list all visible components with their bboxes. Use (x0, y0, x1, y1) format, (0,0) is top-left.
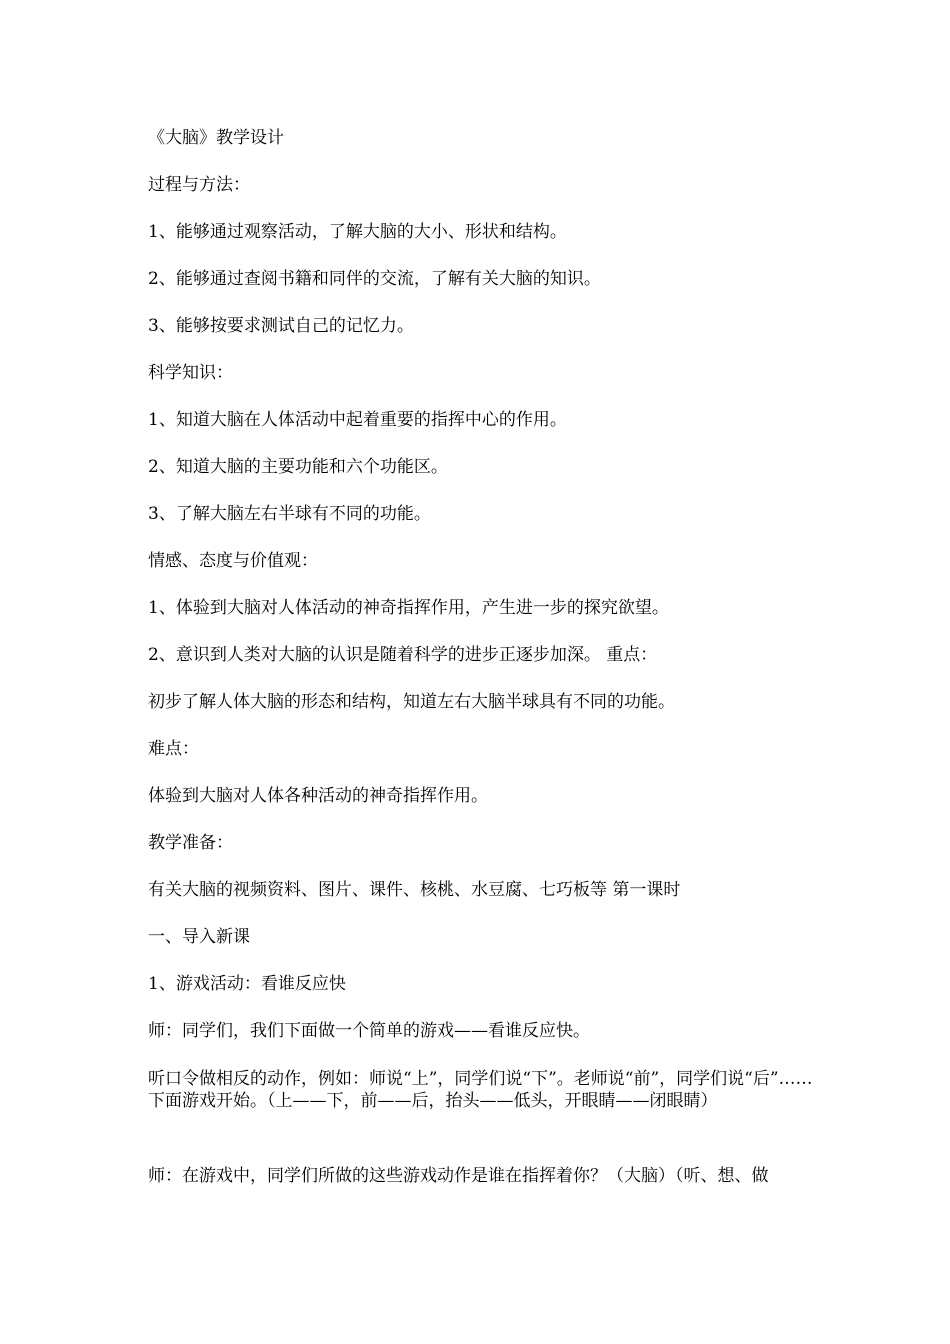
paragraph: 体验到大脑对人体各种活动的神奇指挥作用。 (148, 786, 488, 806)
paragraph: 师：同学们，我们下面做一个简单的游戏——看谁反应快。 (148, 1021, 590, 1041)
section-heading-difficulty: 难点： (148, 739, 199, 759)
paragraph: 2、意识到人类对大脑的认识是随着科学的进步正逐步加深。 重点： (148, 645, 658, 665)
section-heading-introduction: 一、导入新课 (148, 927, 250, 947)
paragraph: 2、知道大脑的主要功能和六个功能区。 (148, 457, 448, 477)
paragraph: 1、能够通过观察活动，了解大脑的大小、形状和结构。 (148, 222, 567, 242)
paragraph: 3、能够按要求测试自己的记忆力。 (148, 316, 414, 336)
paragraph: 1、知道大脑在人体活动中起着重要的指挥中心的作用。 (148, 410, 567, 430)
paragraph: 有关大脑的视频资料、图片、课件、核桃、水豆腐、七巧板等 第一课时 (148, 880, 681, 900)
section-heading-process-methods: 过程与方法： (148, 175, 250, 195)
paragraph: 2、能够通过查阅书籍和同伴的交流，了解有关大脑的知识。 (148, 269, 601, 289)
paragraph: 师：在游戏中，同学们所做的这些游戏动作是谁在指挥着你？（大脑）（听、想、做 (148, 1166, 769, 1186)
document-title: 《大脑》教学设计 (148, 128, 284, 148)
paragraph: 1、游戏活动：看谁反应快 (148, 974, 346, 994)
section-heading-emotion-attitude-values: 情感、态度与价值观： (148, 551, 318, 571)
paragraph: 听口令做相反的动作，例如：师说“上”，同学们说“下”。老师说“前”，同学们说“后”……下面游戏开始。（上——下，前——后，抬头——低头，开眼睛——闭眼睛） (148, 1069, 813, 1111)
section-heading-teaching-preparation: 教学准备： (148, 833, 233, 853)
paragraph: 初步了解人体大脑的形态和结构，知道左右大脑半球具有不同的功能。 (148, 692, 675, 712)
section-heading-science-knowledge: 科学知识： (148, 363, 233, 383)
paragraph: 1、体验到大脑对人体活动的神奇指挥作用，产生进一步的探究欲望。 (148, 598, 669, 618)
paragraph: 3、了解大脑左右半球有不同的功能。 (148, 504, 431, 524)
